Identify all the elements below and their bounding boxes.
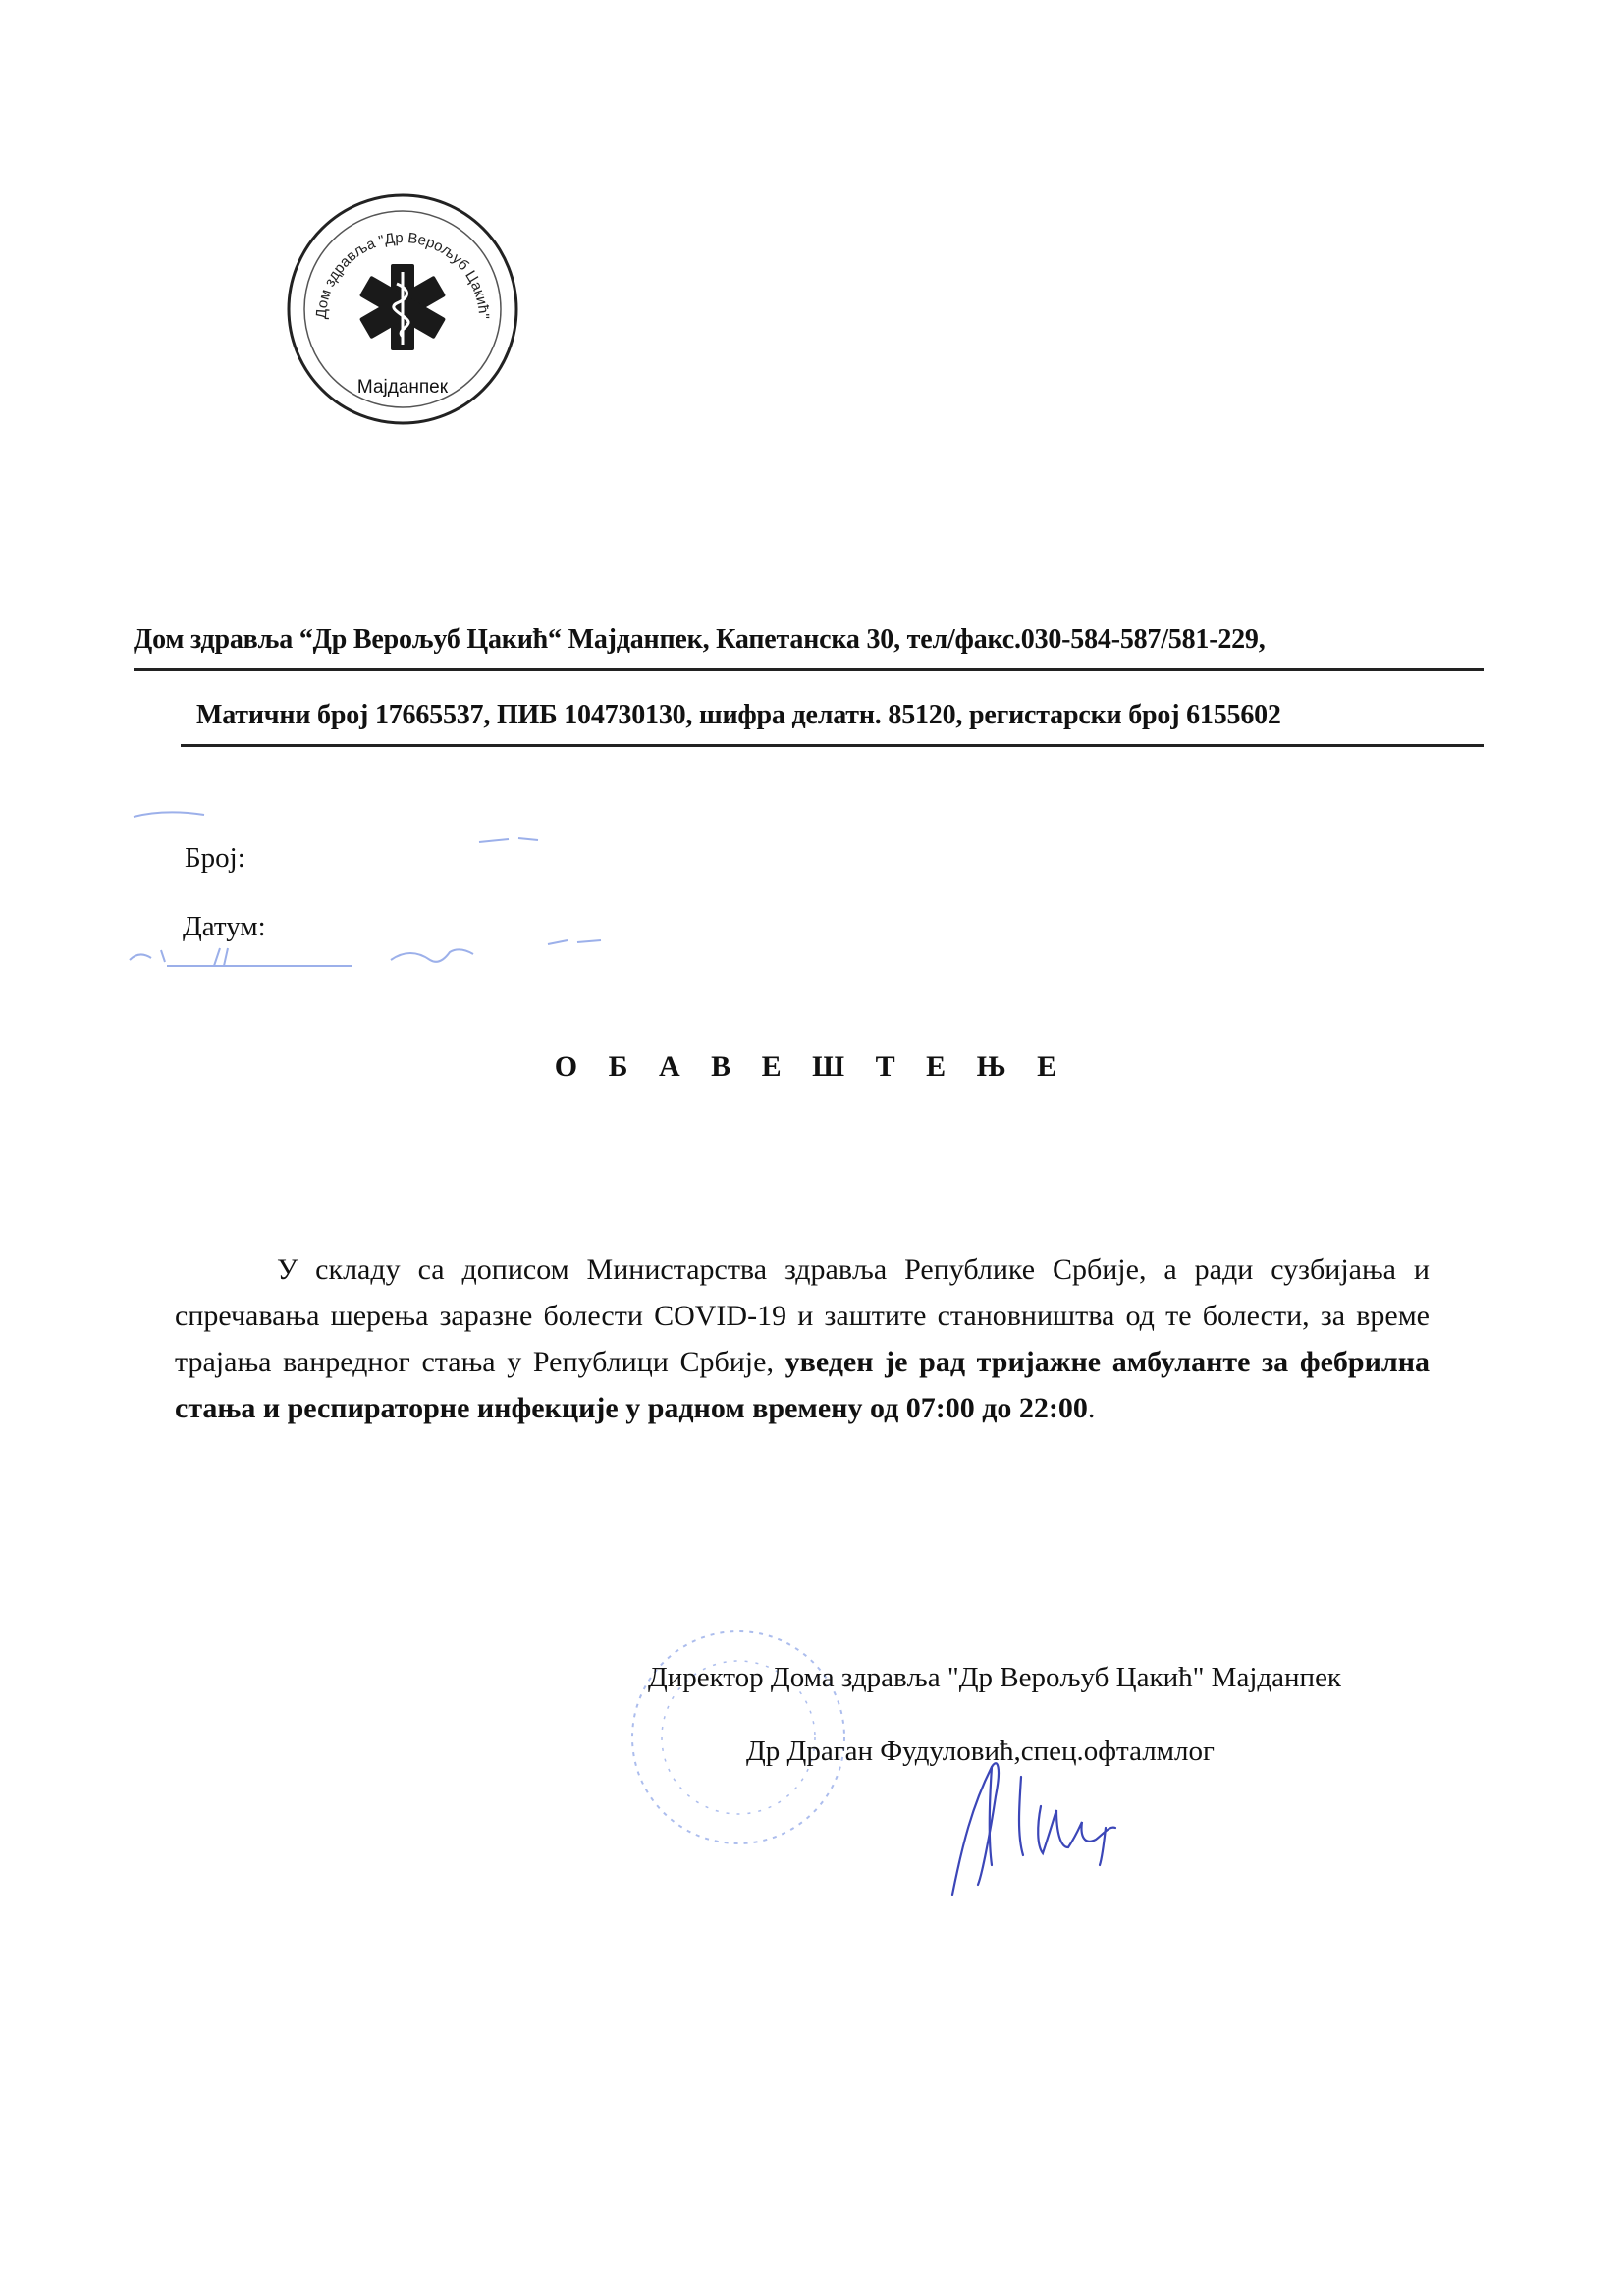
logo-town-text: Мајданпек [356, 377, 449, 398]
header-line-address: Дом здравља “Др Верољуб Цакић“ Мајданпек, Капетанска 30, тел/факс.030-584-587/581-229, [134, 624, 1266, 655]
header-divider-2 [181, 744, 1484, 747]
document-title: О Б А В Е Ш Т Е Њ Е [554, 1050, 1069, 1083]
notice-body [175, 1247, 1430, 1431]
broj-label: Број: [185, 842, 245, 874]
handwritten-signature [933, 1737, 1159, 1904]
datum-label: Датум: [183, 911, 266, 942]
signatory-name: Др Драган Фудуловић,спец.офталмлог [746, 1735, 1215, 1767]
header-line-registration: Матични број 17665537, ПИБ 104730130, шифра делатн. 85120, регистарски број 6155602 [196, 700, 1281, 730]
registry-stamp [126, 803, 734, 980]
notice-body-emphasis: уведен је рад тријажне амбуланте за фебрилна стања и респираторне инфекције у радном времену од 07:00 до 22:00 [175, 1346, 1430, 1424]
signatory-title: Директор Дома здравља "Др Верољуб Цакић" Мајданпек [648, 1662, 1342, 1693]
institution-logo [285, 191, 520, 427]
header-divider-1 [134, 668, 1484, 671]
notice-body-text: У складу са дописом Министарства здравља Републике Србије, а ради сузбијања и спречавања шерења заразне болести COVID-19 и заштите становништва од те болести, за време трајања ванредног стања у Републици Србије, [175, 1254, 1430, 1378]
notice-body-end: . [1087, 1392, 1096, 1424]
svg-text:Дом здравља "Др Верољуб Цакић": Дом здравља "Др Верољуб Цакић" [312, 229, 493, 320]
